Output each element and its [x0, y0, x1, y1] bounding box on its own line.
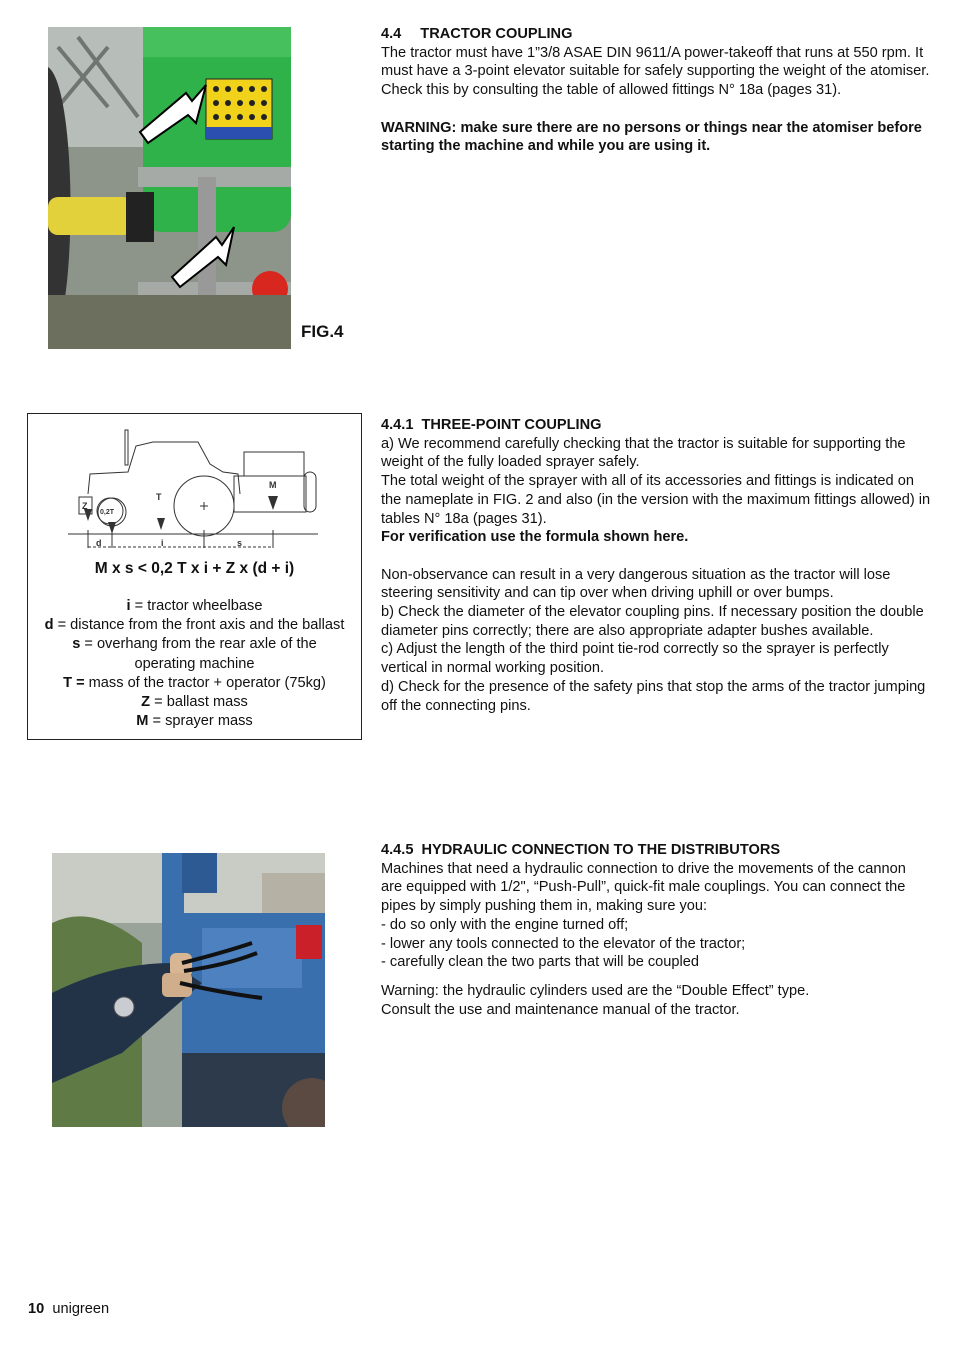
section-4-4-5-warning1: Warning: the hydraulic cylinders used are the “Double Effect” type.	[381, 982, 810, 999]
section-4-4-warning: WARNING: make sure there are no persons or things near the atomiser before starting the machine and while you are using it.	[381, 119, 922, 155]
section-4-4-1-para-total: The total weight of the sprayer with all of its accessories and fittings is indicated on the nameplate in FIG. 2 and also (in the version with the maximum fittings allowed) in tables N° 18a (pages 31).	[381, 473, 931, 527]
section-4-4-1-para-c: c) Adjust the length of the third point tie-rod correctly so the sprayer is perfectly vertical in normal working position.	[381, 641, 889, 677]
formula-box	[27, 413, 362, 740]
fig4-photo	[48, 27, 291, 349]
formula-legend	[28, 597, 361, 731]
section-4-4-1-para-b: b) Check the diameter of the elevator coupling pins. If necessary position the double diameter pins correctly; there are also appropriate adapter bushes available.	[381, 604, 924, 639]
legend-d: d = distance from the front axis and the ballast	[44, 617, 345, 634]
diagram-label-d: d	[96, 538, 102, 548]
section-4-4	[381, 25, 931, 156]
stability-formula: M x s < 0,2 T x i + Z x (d + i)	[94, 560, 295, 577]
diagram-label-t: T	[156, 492, 162, 502]
section-4-4-5	[381, 841, 931, 1019]
page-number: 10	[28, 1301, 45, 1317]
section-4-4-5-bullet-2: - lower any tools connected to the elevator of the tractor;	[381, 935, 746, 952]
page-footer	[28, 1301, 109, 1317]
section-4-4-para1: The tractor must have 1”3/8 ASAE DIN 9611/A power-takeoff that runs at 550 rpm. It must have a 3-point elevator suitable for safely supporting the weight of the atomiser.	[381, 44, 930, 80]
section-4-4-1-para-d: d) Check for the presence of the safety pins that stop the arms of the tractor jumping off the connecting pins.	[381, 678, 926, 714]
section-4-4-5-heading: 4.4.5 HYDRAULIC CONNECTION TO THE DISTRIBUTORS	[381, 842, 781, 858]
diagram-label-z: Z	[82, 501, 88, 511]
tractor-diagram	[28, 424, 363, 564]
section-4-4-5-bullet-1: - do so only with the engine turned off;	[381, 916, 629, 933]
section-4-4-5-warning2: Consult the use and maintenance manual of the tractor.	[381, 1001, 740, 1018]
diagram-label-i: i	[161, 538, 164, 548]
fig4-label: FIG.4	[301, 322, 344, 341]
section-4-4-1	[381, 416, 931, 715]
hydraulic-photo	[52, 853, 325, 1127]
legend-z: Z = ballast mass	[141, 694, 248, 711]
diagram-label-m: M	[269, 480, 277, 490]
legend-t: T = mass of the tractor + operator (75kg)	[63, 674, 326, 691]
diagram-label-02t: 0,2T	[100, 509, 115, 516]
diagram-label-s: s	[237, 538, 243, 548]
brand-name: unigreen	[52, 1301, 110, 1317]
section-4-4-1-heading: 4.4.1 THREE-POINT COUPLING	[381, 417, 602, 433]
section-4-4-heading: 4.4 TRACTOR COUPLING	[381, 26, 573, 42]
section-4-4-5-para1: Machines that need a hydraulic connection to drive the movements of the cannon are equipped with 1/2", “Push-Pull”, quick-fit male couplings. You can connect the pipes by simply pushing them in, making sure you:	[381, 860, 906, 915]
legend-s: s = overhang from the rear axle of the operating machine	[72, 636, 317, 672]
section-4-4-1-para-non: Non-observance can result in a very dangerous situation as the tractor will lose steering sensitivity and can tip over when driving uphill or over bumps.	[381, 566, 891, 602]
section-4-4-para2: Check this by consulting the table of allowed fittings N° 18a (pages 31).	[381, 82, 842, 99]
legend-m: M = sprayer mass	[136, 713, 253, 730]
section-4-4-1-para-a: a) We recommend carefully checking that the tractor is suitable for supporting the weight of the fully loaded sprayer safely.	[381, 435, 906, 471]
legend-i: i = tractor wheelbase	[126, 598, 263, 614]
section-4-4-1-para-verify: For verification use the formula shown here.	[381, 529, 689, 546]
section-4-4-5-bullet-3: - carefully clean the two parts that will be coupled	[381, 954, 699, 971]
